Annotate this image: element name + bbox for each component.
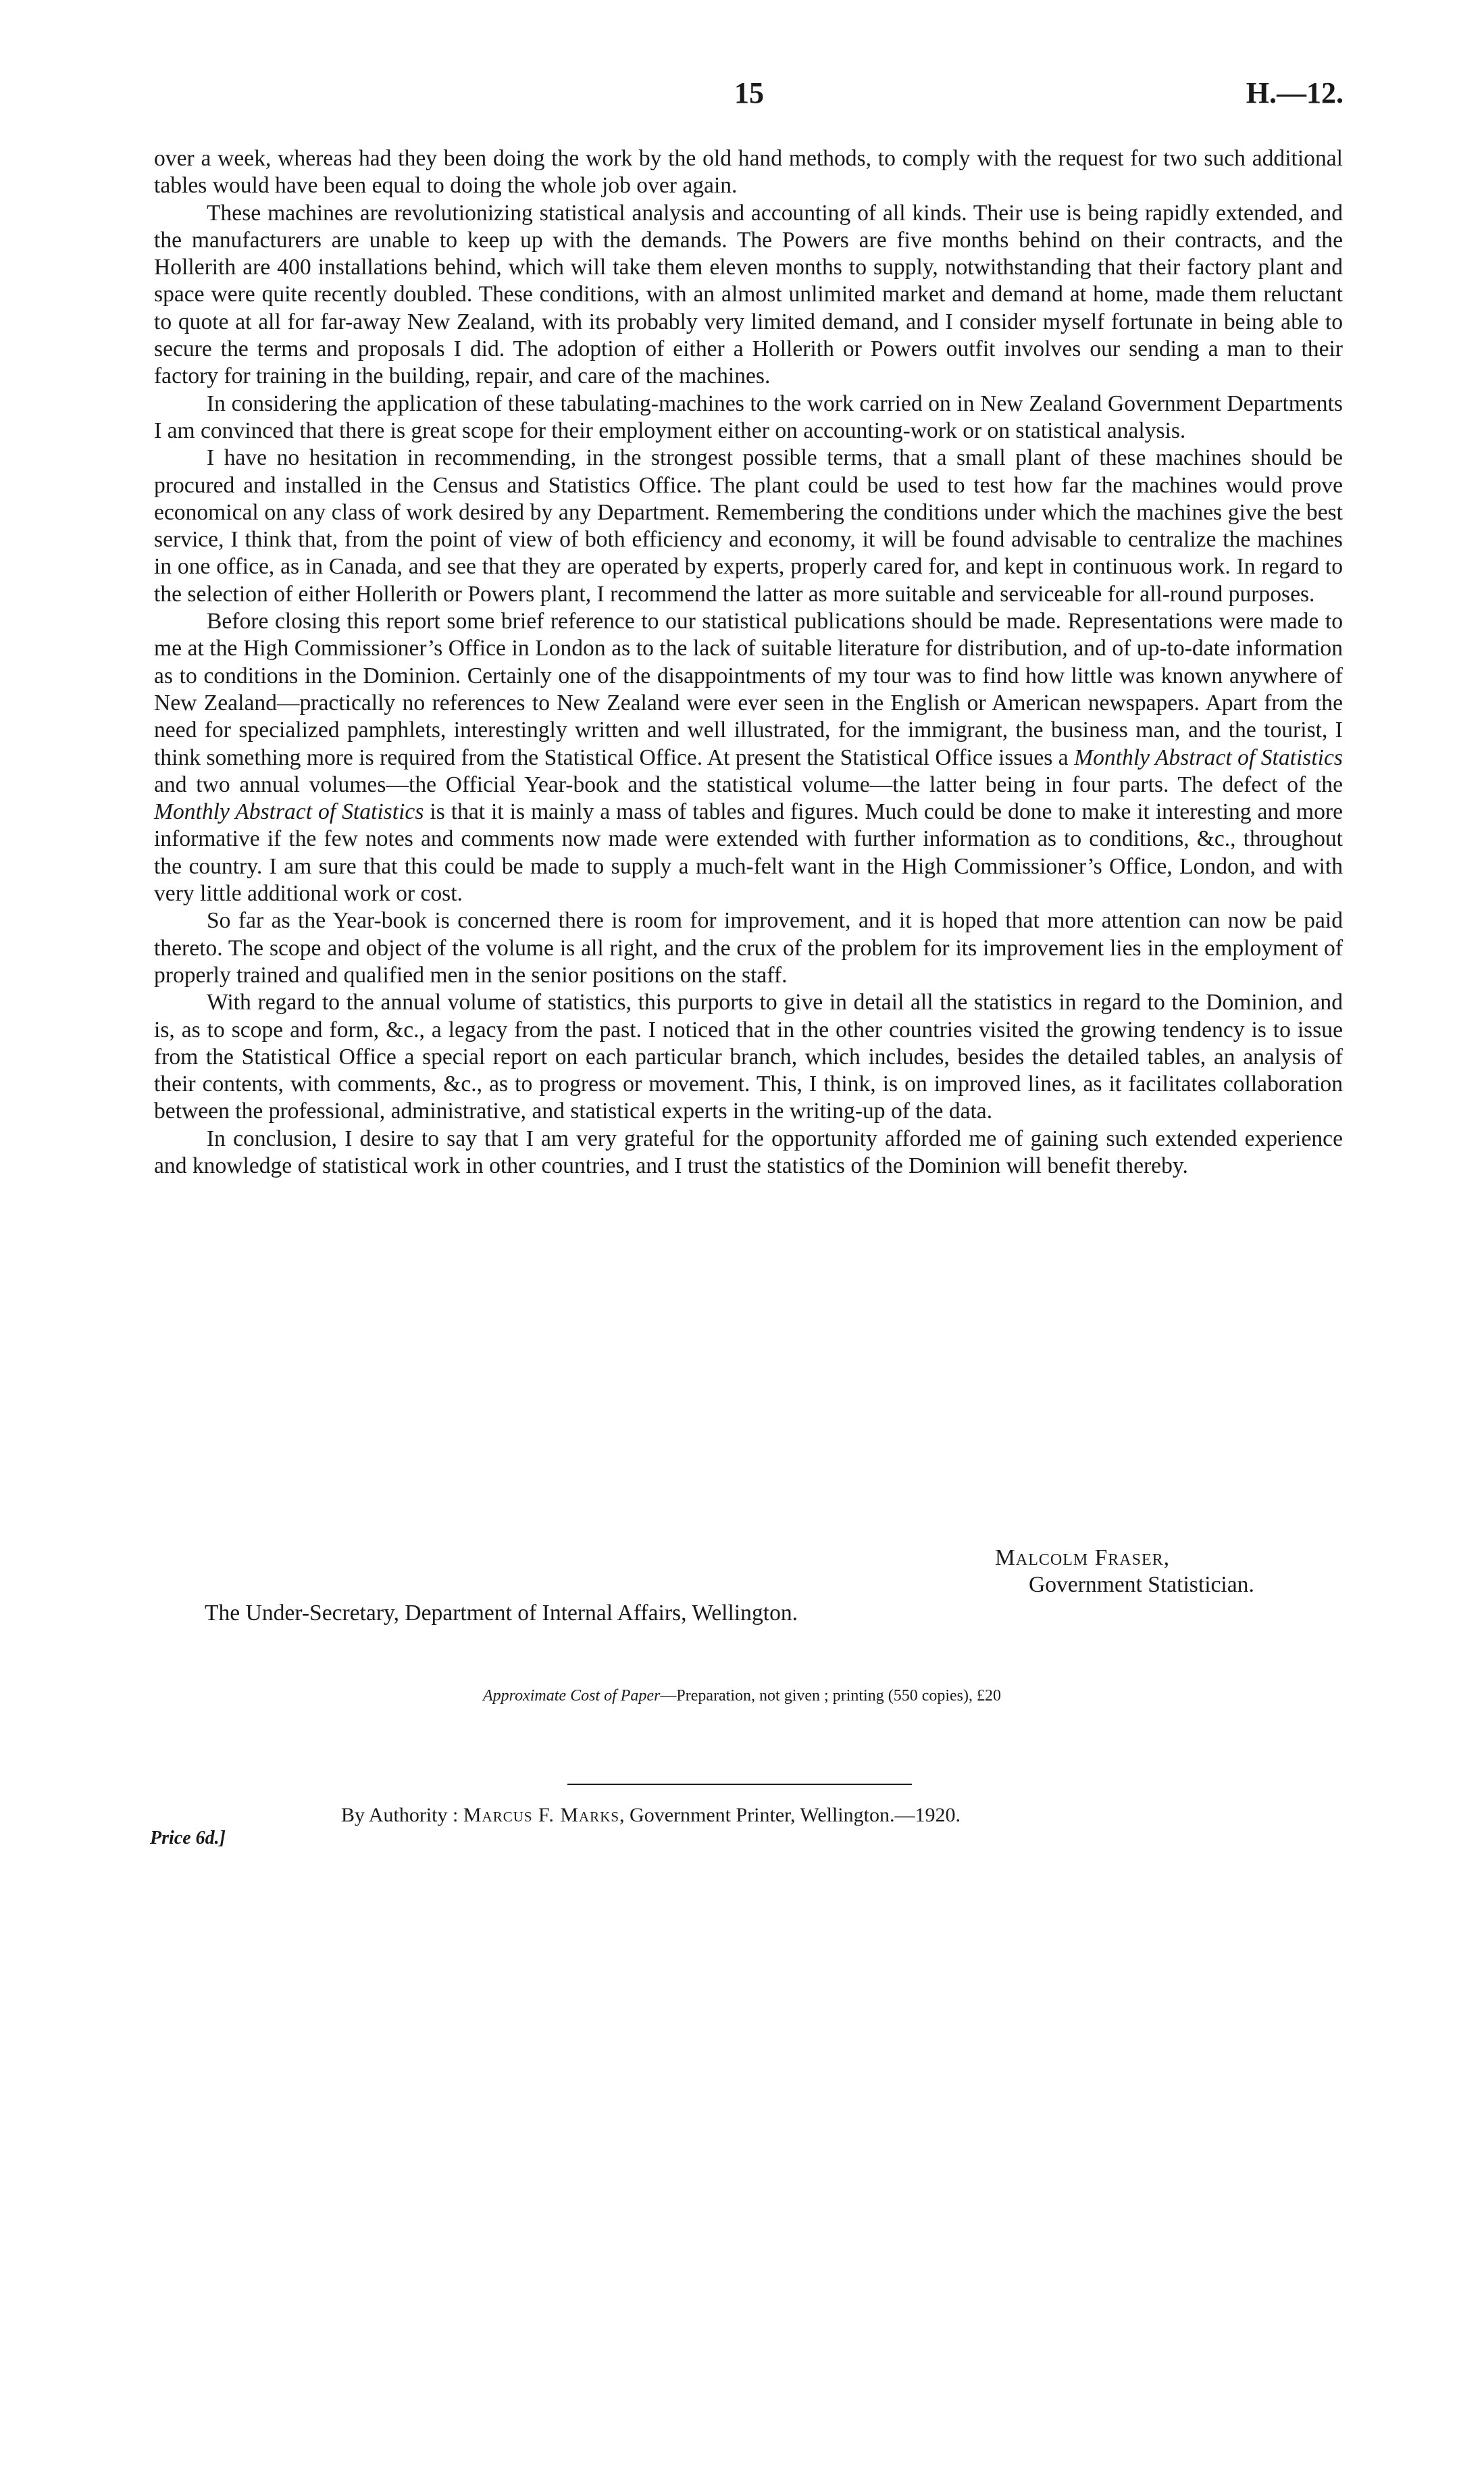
authority-suffix: , Government Printer, Wellington.—1920. [619, 1804, 961, 1826]
authority-prefix: By Authority : [341, 1804, 463, 1826]
publication-title: Monthly Abstract of Statistics [154, 799, 424, 825]
report-body [154, 145, 1343, 1180]
addressee: The Under-Secretary, Department of Internal Affairs, Wellington. [205, 1601, 798, 1626]
paragraph: over a week, whereas had they been doing the work by the old hand methods, to comply with the request for two such additional tables would have been equal to doing the whole job over again. [154, 146, 1343, 199]
text-run: Before closing this report some brief reference to our statistical publications should be made. Representations were made to me at the High Commissioner’s Office in London as to the lack of suitable literature for distribution, and of up-to-date information as to conditions in the Dominion. Certainly one of the disappointments of my tour was to find how little was known anywhere of New Zealand—practically no references to New Zealand were ever seen in the English or American newspapers. Apart from the need for specialized pamphlets, interestingly written and well illustrated, for the immigrant, the business man, and the tourist, I think something more is required from the Statistical Office. At present the Statistical Office issues a [154, 609, 1343, 770]
paragraph: So far as the Year-book is concerned there is room for improvement, and it is hoped that more attention can now be paid thereto. The scope and object of the volume is all right, and the crux of the problem for its improvement lies in the employment of properly trained and qualified men in the senior positions on the staff. [154, 908, 1343, 988]
document-reference: H.—12. [1246, 76, 1344, 109]
publication-title: Monthly Abstract of Statistics [1074, 745, 1343, 770]
page-header [0, 76, 1484, 116]
price: Price 6d.] [150, 1828, 226, 1848]
printer-name: Marcus F. Marks [463, 1804, 620, 1826]
cost-note [0, 1687, 1484, 1705]
paragraph: In considering the application of these tabulating-machines to the work carried on in New Zealand Government Departments I am convinced that there is great scope for their employment either on accounting-work or on statistical analysis. [154, 391, 1343, 443]
text-run: is that it is mainly a mass of tables and figures. Much could be done to make it interesting and more informative if the few notes and comments now made were extended with further information as to conditions, &c., throughout the country. I am sure that this could be made to supply a much-felt want in the High Commissioner’s Office, London, and with very little additional work or cost. [154, 799, 1343, 907]
paragraph: These machines are revolutionizing statistical analysis and accounting of all kinds. Their use is being rapidly extended, and the manufacturers are unable to keep up with the demands. The Powers are five months behind on their contracts, and the Hollerith are 400 installations behind, which will take them eleven months to supply, notwithstanding that their factory plant and space were quite recently doubled. These conditions, with an almost unlimited market and demand at home, made them reluctant to quote at all for far-away New Zealand, with its probably very limited demand, and I consider myself fortunate in being able to secure the terms and proposals I did. The adoption of either a Hollerith or Powers outfit involves our sending a man to their factory for training in the building, repair, and care of the machines. [154, 200, 1343, 389]
paragraph: With regard to the annual volume of statistics, this purports to give in detail all the statistics in regard to the Dominion, and is, as to scope and form, &c., a legacy from the past. I noticed that in the other countries visited the growing tendency is to issue from the Statistical Office a special report on each particular branch, which includes, besides the detailed tables, an analysis of their contents, with comments, &c., as to progress or movement. This, I think, is on improved lines, as it facilitates collaboration between the professional, administrative, and statistical experts in the writing-up of the data. [154, 990, 1343, 1124]
signatory-name: Malcolm Fraser, [995, 1545, 1171, 1570]
text-run: and two annual volumes—the Official Year-book and the statistical volume—the latter being in four parts. The defect of the [154, 772, 1343, 797]
divider [567, 1784, 912, 1785]
paragraph: I have no hesitation in recommending, in the strongest possible terms, that a small plant of these machines should be procured and installed in the Census and Statistics Office. The plant could be used to test how far the machines would prove economical on any class of work desired by any Department. Remembering the conditions under which the machines give the best service, I think that, from the point of view of both efficiency and economy, it will be found advisable to centralize the machines in one office, as in Canada, and see that they are operated by experts, properly cared for, and kept in continuous work. In regard to the selection of either Hollerith or Powers plant, I recommend the latter as more suitable and serviceable for all-round purposes. [154, 445, 1343, 607]
page-number: 15 [734, 76, 764, 109]
paragraph [154, 608, 1343, 907]
signatory-title: Government Statistician. [1029, 1572, 1254, 1597]
cost-label: Approximate Cost of Paper [483, 1687, 661, 1705]
paragraph: In conclusion, I desire to say that I am very grateful for the opportunity afforded me of gaining such extended experience and knowledge of statistical work in other countries, and I trust the statistics of the Dominion will benefit thereby. [154, 1126, 1343, 1178]
cost-detail: —Preparation, not given ; printing (550 copies), £20 [660, 1687, 1001, 1705]
authority-line [341, 1804, 961, 1827]
